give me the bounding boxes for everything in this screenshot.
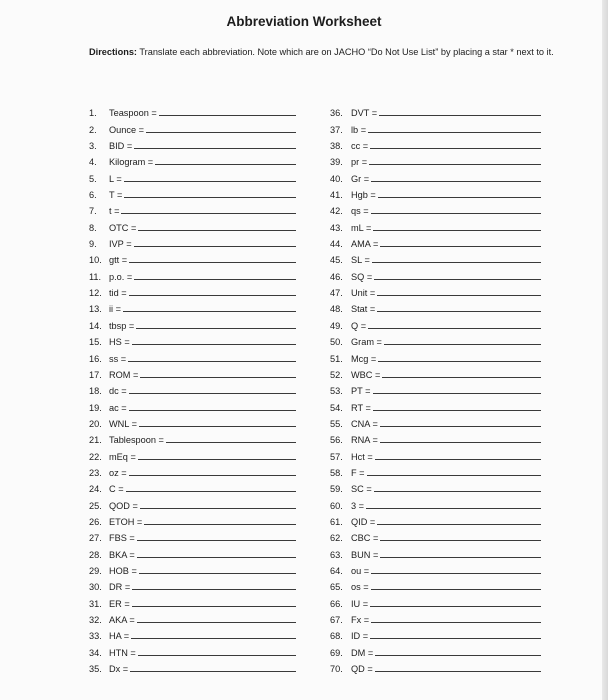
- worksheet-item: [330, 102, 541, 118]
- answer-blank[interactable]: [371, 589, 541, 590]
- answer-blank[interactable]: [132, 606, 296, 607]
- answer-blank[interactable]: [123, 311, 296, 312]
- item-number: 35.: [89, 664, 102, 675]
- worksheet-item: [89, 625, 296, 641]
- answer-blank[interactable]: [371, 181, 541, 182]
- item-abbreviation: cc =: [351, 141, 369, 152]
- answer-blank[interactable]: [370, 606, 541, 607]
- item-number: 41.: [330, 190, 343, 201]
- worksheet-item: [89, 151, 296, 167]
- item-number: 33.: [89, 631, 102, 642]
- item-number: 29.: [89, 565, 102, 576]
- item-abbreviation: QOD =: [109, 500, 138, 511]
- item-abbreviation: Mcg =: [351, 353, 377, 364]
- item-abbreviation: BUN =: [351, 549, 379, 560]
- worksheet-item: [330, 576, 541, 592]
- item-number: 46.: [330, 271, 343, 282]
- answer-blank[interactable]: [137, 540, 296, 541]
- worksheet-item: [89, 641, 296, 657]
- item-number: 9.: [89, 239, 97, 250]
- answer-blank[interactable]: [137, 622, 296, 623]
- worksheet-item: [330, 200, 541, 216]
- item-number: 20.: [89, 418, 102, 429]
- answer-blank[interactable]: [374, 279, 541, 280]
- item-abbreviation: DVT =: [351, 108, 378, 119]
- item-abbreviation: pr =: [351, 157, 368, 168]
- item-number: 47.: [330, 288, 343, 299]
- worksheet-item: [89, 314, 296, 330]
- answer-blank[interactable]: [129, 475, 296, 476]
- answer-blank[interactable]: [382, 377, 541, 378]
- item-abbreviation: WBC =: [351, 369, 381, 380]
- item-number: 19.: [89, 402, 102, 413]
- item-abbreviation: gtt =: [109, 255, 128, 266]
- item-abbreviation: dc =: [109, 386, 127, 397]
- right-column: [330, 102, 541, 674]
- item-number: 13.: [89, 304, 102, 315]
- worksheet-item: [89, 576, 296, 592]
- worksheet-item: [330, 445, 541, 461]
- item-abbreviation: F =: [351, 467, 365, 478]
- worksheet-item: [89, 380, 296, 396]
- worksheet-item: [330, 592, 541, 608]
- worksheet-item: [89, 445, 296, 461]
- item-number: 24.: [89, 484, 102, 495]
- directions: [89, 45, 559, 59]
- item-abbreviation: ETOH =: [109, 516, 143, 527]
- answer-blank[interactable]: [373, 230, 541, 231]
- item-abbreviation: ii =: [109, 304, 122, 315]
- item-number: 62.: [330, 533, 343, 544]
- answer-blank[interactable]: [374, 491, 541, 492]
- item-number: 63.: [330, 549, 343, 560]
- item-abbreviation: ac =: [109, 402, 127, 413]
- worksheet-item: [330, 560, 541, 576]
- worksheet-item: [330, 151, 541, 167]
- item-abbreviation: Gram =: [351, 337, 382, 348]
- worksheet-item: [330, 347, 541, 363]
- item-number: 30.: [89, 582, 102, 593]
- item-number: 53.: [330, 386, 343, 397]
- item-number: 60.: [330, 500, 343, 511]
- worksheet-item: [89, 233, 296, 249]
- item-abbreviation: C =: [109, 484, 124, 495]
- item-number: 16.: [89, 353, 102, 364]
- worksheet-item: [89, 543, 296, 559]
- worksheet-item: [89, 282, 296, 298]
- item-number: 2.: [89, 124, 97, 135]
- worksheet-item: [89, 560, 296, 576]
- item-abbreviation: Stat =: [351, 304, 376, 315]
- item-abbreviation: HS =: [109, 337, 130, 348]
- item-number: 22.: [89, 451, 102, 462]
- item-number: 37.: [330, 124, 343, 135]
- item-number: 65.: [330, 582, 343, 593]
- item-abbreviation: ROM =: [109, 369, 139, 380]
- item-number: 32.: [89, 615, 102, 625]
- answer-blank[interactable]: [375, 671, 541, 672]
- item-abbreviation: Dx =: [109, 664, 129, 675]
- answer-blank[interactable]: [367, 475, 541, 476]
- item-abbreviation: Ounce =: [109, 124, 144, 135]
- worksheet-item: [330, 429, 541, 445]
- worksheet-item: [89, 429, 296, 445]
- answer-blank[interactable]: [139, 573, 296, 574]
- answer-blank[interactable]: [378, 361, 541, 362]
- worksheet-item: [89, 167, 296, 183]
- answer-blank[interactable]: [366, 508, 541, 509]
- item-number: 23.: [89, 467, 102, 478]
- item-number: 14.: [89, 320, 102, 331]
- answer-blank[interactable]: [372, 262, 541, 263]
- item-number: 58.: [330, 467, 343, 478]
- item-number: 49.: [330, 320, 343, 331]
- answer-blank[interactable]: [371, 573, 541, 574]
- item-number: 15.: [89, 337, 102, 348]
- item-abbreviation: CNA =: [351, 418, 378, 429]
- item-abbreviation: OTC =: [109, 222, 137, 233]
- item-number: 68.: [330, 631, 343, 642]
- answer-blank[interactable]: [129, 295, 296, 296]
- answer-blank[interactable]: [377, 311, 541, 312]
- answer-blank[interactable]: [368, 132, 541, 133]
- item-abbreviation: BKA =: [109, 549, 135, 560]
- worksheet-item: [330, 396, 541, 412]
- worksheet-item: [89, 609, 296, 625]
- item-abbreviation: SC =: [351, 484, 372, 495]
- item-number: 56.: [330, 435, 343, 446]
- answer-blank[interactable]: [129, 410, 296, 411]
- item-number: 8.: [89, 222, 97, 233]
- item-abbreviation: QD =: [351, 664, 373, 675]
- answer-blank[interactable]: [375, 459, 541, 460]
- answer-blank[interactable]: [138, 230, 296, 231]
- item-abbreviation: os =: [351, 582, 369, 593]
- item-abbreviation: Tablespoon =: [109, 435, 164, 446]
- answer-blank[interactable]: [126, 491, 296, 492]
- answer-blank[interactable]: [131, 638, 296, 639]
- answer-blank[interactable]: [373, 410, 541, 411]
- answer-blank[interactable]: [380, 442, 541, 443]
- worksheet-item: [89, 527, 296, 543]
- worksheet-item: [330, 314, 541, 330]
- answer-blank[interactable]: [144, 524, 296, 525]
- item-number: 40.: [330, 173, 343, 184]
- worksheet-item: [330, 135, 541, 151]
- worksheet-item: [330, 118, 541, 134]
- answer-blank[interactable]: [373, 393, 542, 394]
- worksheet-item: [330, 380, 541, 396]
- item-abbreviation: IVP =: [109, 239, 132, 250]
- item-number: 10.: [89, 255, 102, 266]
- item-abbreviation: Fx =: [351, 615, 370, 625]
- item-abbreviation: RT =: [351, 402, 371, 413]
- worksheet-item: [89, 298, 296, 314]
- worksheet-item: [89, 347, 296, 363]
- worksheet-item: [89, 135, 296, 151]
- answer-blank[interactable]: [121, 213, 296, 214]
- item-number: 69.: [330, 647, 343, 658]
- item-abbreviation: PT =: [351, 386, 371, 397]
- worksheet-item: [330, 511, 541, 527]
- answer-blank[interactable]: [138, 655, 296, 656]
- worksheet-item: [89, 462, 296, 478]
- item-abbreviation: Unit =: [351, 288, 376, 299]
- answer-blank[interactable]: [370, 148, 541, 149]
- item-number: 5.: [89, 173, 97, 184]
- item-number: 51.: [330, 353, 343, 364]
- item-number: 70.: [330, 664, 343, 675]
- item-abbreviation: AKA =: [109, 615, 135, 625]
- worksheet-item: [330, 494, 541, 510]
- item-number: 59.: [330, 484, 343, 495]
- item-number: 21.: [89, 435, 102, 446]
- left-column: [89, 102, 296, 674]
- answer-blank[interactable]: [166, 442, 296, 443]
- item-number: 48.: [330, 304, 343, 315]
- item-abbreviation: Teaspoon =: [109, 108, 157, 119]
- worksheet-item: [330, 167, 541, 183]
- answer-blank[interactable]: [134, 246, 296, 247]
- worksheet-item: [330, 625, 541, 641]
- item-abbreviation: SQ =: [351, 271, 373, 282]
- directions-text: Translate each abbreviation. Note which are on JACHO “Do Not Use List” by placing a star * next to it.: [137, 47, 554, 57]
- item-abbreviation: ER =: [109, 598, 130, 609]
- item-abbreviation: oz =: [109, 467, 127, 478]
- answer-blank[interactable]: [132, 589, 296, 590]
- item-abbreviation: T =: [109, 190, 123, 201]
- item-number: 18.: [89, 386, 102, 397]
- answer-blank[interactable]: [371, 622, 541, 623]
- item-abbreviation: HTN =: [109, 647, 136, 658]
- item-abbreviation: BID =: [109, 141, 133, 152]
- worksheet-item: [330, 282, 541, 298]
- item-abbreviation: Kilogram =: [109, 157, 154, 168]
- answer-blank[interactable]: [140, 377, 296, 378]
- item-abbreviation: Q =: [351, 320, 367, 331]
- worksheet-item: [89, 331, 296, 347]
- item-number: 34.: [89, 647, 102, 658]
- item-number: 25.: [89, 500, 102, 511]
- item-abbreviation: tid =: [109, 288, 127, 299]
- worksheet-item: [330, 265, 541, 281]
- answer-blank[interactable]: [380, 246, 541, 247]
- item-number: 28.: [89, 549, 102, 560]
- answer-blank[interactable]: [146, 132, 296, 133]
- answer-blank[interactable]: [136, 328, 296, 329]
- worksheet-item: [89, 511, 296, 527]
- item-abbreviation: Hgb =: [351, 190, 376, 201]
- item-abbreviation: qs =: [351, 206, 369, 217]
- answer-blank[interactable]: [377, 524, 541, 525]
- item-number: 42.: [330, 206, 343, 217]
- item-abbreviation: tbsp =: [109, 320, 135, 331]
- item-abbreviation: RNA =: [351, 435, 378, 446]
- item-abbreviation: CBC =: [351, 533, 379, 544]
- item-number: 11.: [89, 271, 102, 282]
- item-abbreviation: lb =: [351, 124, 367, 135]
- answer-blank[interactable]: [130, 671, 296, 672]
- answer-blank[interactable]: [129, 262, 296, 263]
- item-number: 4.: [89, 157, 97, 168]
- worksheet-item: [330, 364, 541, 380]
- answer-blank[interactable]: [159, 115, 296, 116]
- answer-blank[interactable]: [139, 426, 296, 427]
- item-abbreviation: HA =: [109, 631, 130, 642]
- item-abbreviation: t =: [109, 206, 120, 217]
- worksheet-item: [330, 249, 541, 265]
- worksheet-item: [330, 462, 541, 478]
- answer-blank[interactable]: [379, 115, 541, 116]
- answer-blank[interactable]: [375, 655, 541, 656]
- item-number: 31.: [89, 598, 102, 609]
- item-abbreviation: ou =: [351, 565, 370, 576]
- item-number: 7.: [89, 206, 97, 217]
- answer-blank[interactable]: [132, 344, 296, 345]
- item-number: 27.: [89, 533, 102, 544]
- item-number: 38.: [330, 141, 343, 152]
- answer-blank[interactable]: [134, 148, 296, 149]
- item-abbreviation: ID =: [351, 631, 369, 642]
- page-title: Abbreviation Worksheet: [226, 14, 382, 29]
- item-abbreviation: IU =: [351, 598, 369, 609]
- worksheet-item: [89, 265, 296, 281]
- worksheet-item: [89, 184, 296, 200]
- answer-blank[interactable]: [380, 557, 541, 558]
- worksheet-item: [89, 413, 296, 429]
- item-abbreviation: FBS =: [109, 533, 135, 544]
- worksheet-item: [89, 102, 296, 118]
- item-abbreviation: DR =: [109, 582, 131, 593]
- answer-blank[interactable]: [369, 164, 541, 165]
- item-number: 39.: [330, 157, 343, 168]
- answer-blank[interactable]: [124, 181, 296, 182]
- item-abbreviation: p.o. =: [109, 271, 133, 282]
- answer-blank[interactable]: [128, 361, 296, 362]
- item-abbreviation: ss =: [109, 353, 127, 364]
- item-number: 6.: [89, 190, 97, 201]
- item-abbreviation: 3 =: [351, 500, 365, 511]
- item-number: 36.: [330, 108, 343, 119]
- item-abbreviation: HOB =: [109, 565, 137, 576]
- worksheet-item: [89, 658, 296, 674]
- directions-label: Directions:: [89, 47, 137, 57]
- answer-blank[interactable]: [377, 295, 541, 296]
- item-abbreviation: AMA =: [351, 239, 379, 250]
- item-abbreviation: SL =: [351, 255, 370, 266]
- answer-blank[interactable]: [378, 197, 541, 198]
- item-number: 1.: [89, 108, 97, 119]
- worksheet-item: [89, 592, 296, 608]
- answer-blank[interactable]: [134, 279, 296, 280]
- item-abbreviation: mEq =: [109, 451, 136, 462]
- answer-blank[interactable]: [370, 638, 541, 639]
- worksheet-item: [330, 527, 541, 543]
- item-abbreviation: QID =: [351, 516, 376, 527]
- worksheet-item: [89, 118, 296, 134]
- answer-blank[interactable]: [380, 426, 541, 427]
- item-number: 64.: [330, 565, 343, 576]
- item-number: 45.: [330, 255, 343, 266]
- item-number: 61.: [330, 516, 343, 527]
- item-abbreviation: DM =: [351, 647, 374, 658]
- answer-blank[interactable]: [384, 344, 541, 345]
- worksheet-item: [330, 233, 541, 249]
- item-number: 12.: [89, 288, 102, 299]
- worksheet-item: [330, 184, 541, 200]
- worksheet-item: [89, 494, 296, 510]
- answer-blank[interactable]: [124, 197, 296, 198]
- worksheet-item: [330, 658, 541, 674]
- worksheet-item: [89, 249, 296, 265]
- worksheet-item: [89, 216, 296, 232]
- worksheet-item: [330, 331, 541, 347]
- item-number: 55.: [330, 418, 343, 429]
- page-edge-shadow: [602, 0, 608, 700]
- item-abbreviation: Gr =: [351, 173, 370, 184]
- item-number: 57.: [330, 451, 343, 462]
- worksheet-item: [89, 396, 296, 412]
- item-abbreviation: mL =: [351, 222, 372, 233]
- answer-blank[interactable]: [138, 459, 296, 460]
- item-number: 3.: [89, 141, 97, 152]
- worksheet-item: [330, 478, 541, 494]
- answer-blank[interactable]: [140, 508, 296, 509]
- answer-blank[interactable]: [380, 540, 541, 541]
- item-number: 52.: [330, 369, 343, 380]
- item-number: 67.: [330, 615, 343, 625]
- answer-blank[interactable]: [137, 557, 296, 558]
- item-number: 26.: [89, 516, 102, 527]
- worksheet-item: [330, 216, 541, 232]
- worksheet-item: [330, 609, 541, 625]
- item-number: 50.: [330, 337, 343, 348]
- item-abbreviation: L =: [109, 173, 122, 184]
- item-number: 54.: [330, 402, 343, 413]
- worksheet-item: [89, 200, 296, 216]
- worksheet-item: [89, 364, 296, 380]
- answer-blank[interactable]: [129, 393, 296, 394]
- answer-blank[interactable]: [368, 328, 541, 329]
- answer-blank[interactable]: [371, 213, 541, 214]
- worksheet-item: [330, 543, 541, 559]
- item-number: 44.: [330, 239, 343, 250]
- item-number: 66.: [330, 598, 343, 609]
- worksheet-item: [89, 478, 296, 494]
- worksheet-item: [330, 298, 541, 314]
- worksheet-item: [330, 413, 541, 429]
- worksheet-item: [330, 641, 541, 657]
- item-abbreviation: WNL =: [109, 418, 137, 429]
- item-abbreviation: Hct =: [351, 451, 373, 462]
- item-number: 43.: [330, 222, 343, 233]
- answer-blank[interactable]: [155, 164, 296, 165]
- item-number: 17.: [89, 369, 102, 380]
